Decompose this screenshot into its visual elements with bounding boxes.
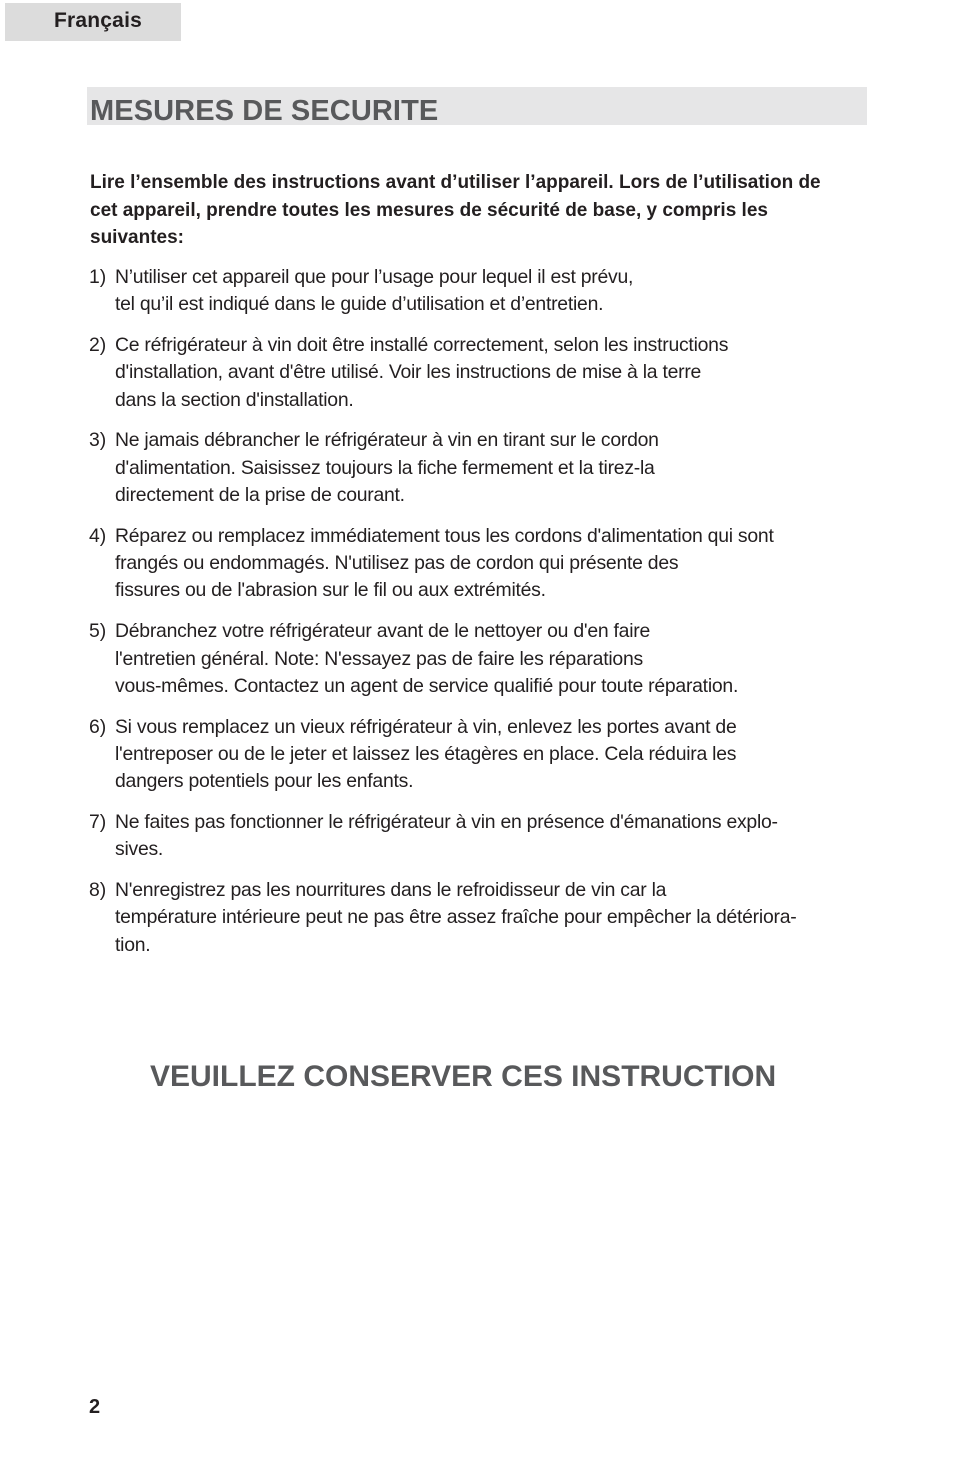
list-item <box>89 809 869 864</box>
list-item <box>89 264 869 319</box>
item-text: N'enregistrez pas les nourritures dans le refroidisseur de vin car la température intérieure peut ne pas être assez fraîche pour empêcher la détériora- tion. <box>115 879 797 956</box>
item-number: 4) <box>89 524 107 547</box>
item-number: 5) <box>89 620 107 643</box>
item-text: Ne jamais débrancher le réfrigérateur à vin en tirant sur le cordon d'alimentation. Saisissez toujours la fiche fermement et la tirez-la directement de la prise de courant. <box>115 429 659 507</box>
list-item <box>89 523 869 605</box>
list-item <box>89 618 869 700</box>
item-number: 6) <box>89 715 107 738</box>
item-text: Réparez ou remplacez immédiatement tous les cordons d'alimentation qui sont frangés ou endommagés. N'utilisez pas de cordon qui présente des fissures ou de l'abrasion sur le fil ou aux extrémités. <box>115 524 774 602</box>
item-text: Si vous remplacez un vieux réfrigérateur à vin, enlevez les portes avant de l'entreposer ou de le jeter et laissez les étagères en place. Cela réduira les dangers potentiels pour les enfants. <box>115 715 737 793</box>
item-number: 1) <box>89 266 107 288</box>
item-text: Ce réfrigérateur à vin doit être installé correctement, selon les instructions d'installation, avant d'être utilisé. Voir les instructions de mise à la terre dans la section d'installation. <box>115 334 729 411</box>
item-number: 8) <box>89 879 107 902</box>
language-tab: Français <box>5 3 181 41</box>
item-text: Débranchez votre réfrigérateur avant de le nettoyer ou d'en faire l'entretien général. Note: N'essayez pas de faire les réparations vous-mêmes. Contactez un agent de service qualifié pour toute réparation. <box>115 620 739 697</box>
item-number: 7) <box>89 811 107 834</box>
list-item <box>89 714 869 796</box>
closing-heading: VEUILLEZ CONSERVER CES INSTRUCTION <box>150 1060 777 1093</box>
item-number: 3) <box>89 429 107 452</box>
item-text: N’utiliser cet appareil que pour l’usage pour lequel il est prévu, tel qu’il est indiqué dans le guide d’utilisation et d’entretien. <box>115 266 634 316</box>
item-text: Ne faites pas fonctionner le réfrigérateur à vin en présence d'émanations explo- sives. <box>115 811 778 861</box>
list-item <box>89 427 869 509</box>
list-item <box>89 877 869 959</box>
safety-instructions-list <box>89 264 869 973</box>
item-number: 2) <box>89 334 107 357</box>
intro-paragraph: Lire l’ensemble des instructions avant d’utiliser l’appareil. Lors de l’utilisation de cet appareil, prendre toutes les mesures de sécurité de base, y compris les suivantes: <box>90 172 821 248</box>
section-title: MESURES DE SECURITE <box>90 95 439 127</box>
page-number: 2 <box>89 1396 101 1418</box>
list-item <box>89 332 869 414</box>
